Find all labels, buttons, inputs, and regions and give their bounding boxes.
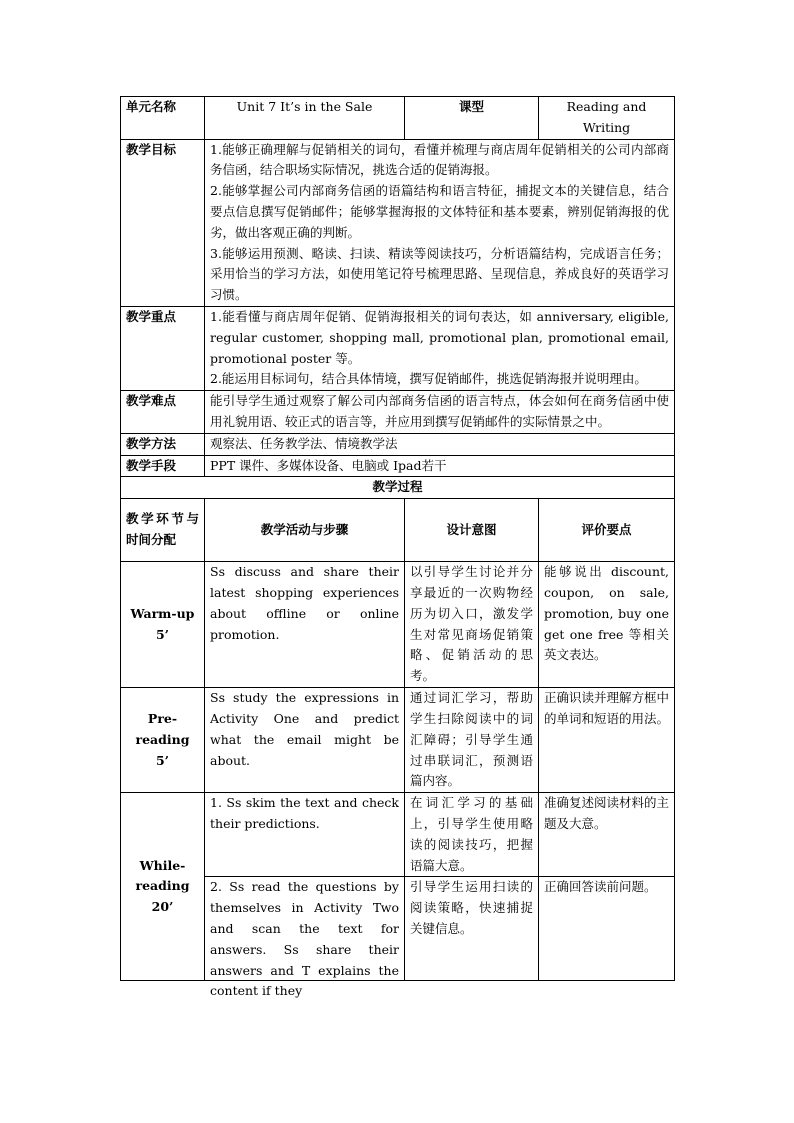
methods-label: 教学方法 [121,433,205,455]
means-label: 教学手段 [121,455,205,477]
stage-name: reading [135,878,190,894]
prereading-activity: Ss study the expressions in Activity One and predict what the email might be about. [205,688,405,793]
methods-content: 观察法、任务教学法、情境教学法 [205,433,675,455]
warmup-stage [121,562,205,688]
type-label: 课型 [405,97,539,140]
whilereading-step2-activity-text: 2. Ss read the questions by themselves in Activity Two and scan the text for answers. Ss share their answers and T explains the content if they [210,879,399,999]
process-title: 教学过程 [121,477,675,499]
key-points-label: 教学重点 [121,306,205,390]
unit-value: Unit 7 It’s in the Sale [205,97,405,140]
key-point-item: 2.能运用目标词句，结合具体情境，撰写促销邮件，挑选促销海报并说明理由。 [210,371,647,387]
whilereading-step1-eval: 准确复述阅读材料的主题及大意。 [539,793,675,877]
key-point-item: 1.能看懂与商店周年促销、促销海报相关的词句表达，如 anniversary, eligible, regular customer, shopping mall, promotional plan, promotional email, promotional poster 等。 [210,308,669,366]
stage-name: While- [139,857,186,873]
whilereading-stage [121,793,205,981]
activity-header: 教学活动与步骤 [205,499,405,562]
whilereading-step2-activity [205,877,405,999]
stage-header: 教学环节与时间分配 [121,499,205,562]
stage-time: 5’ [155,752,170,768]
stage-name: Warm-up [130,605,195,621]
objective-item: 3.能够运用预测、略读、扫读、精读等阅读技巧，分析语篇结构，完成语言任务；采用恰当的学习方法，如使用笔记符号梳理思路、呈现信息，养成良好的英语学习习惯。 [210,245,669,303]
key-points-content [205,306,675,390]
stage-name: Pre- [147,710,178,726]
prereading-eval: 正确识读并理解方框中的单词和短语的用法。 [539,688,675,793]
prereading-stage [121,688,205,793]
whilereading-step1-activity: 1. Ss skim the text and check their predictions. [205,793,405,877]
lesson-plan-table [120,96,675,999]
warmup-intent: 以引导学生讨论并分享最近的一次购物经历为切入口，激发学生对常见商场促销策略、促销活动的思考。 [405,562,539,688]
prereading-intent: 通过词汇学习，帮助学生扫除阅读中的词汇障碍；引导学生通过串联词汇，预测语篇内容。 [405,688,539,793]
eval-header: 评价要点 [539,499,675,562]
whilereading-step2-eval: 正确回答读前问题。 [539,877,675,981]
difficulties-label: 教学难点 [121,391,205,434]
difficulties-content: 能引导学生通过观察了解公司内部商务信函的语言特点，体会如何在商务信函中使用礼貌用语、较正式的语言等，并应用到撰写促销邮件的实际情景之中。 [205,391,675,434]
objective-item: 2.能够掌握公司内部商务信函的语篇结构和语言特征，捕捉文本的关键信息，结合要点信息撰写促销邮件；能够掌握海报的文体特征和基本要素，辨别促销海报的优劣，做出客观正确的判断。 [210,183,669,240]
stage-name: reading [135,731,190,747]
warmup-eval: 能够说出 discount, coupon, on sale, promotion, buy one get one free 等相关英文表达。 [539,562,675,688]
warmup-activity: Ss discuss and share their latest shopping experiences about offline or online promotion. [205,562,405,688]
whilereading-step1-intent: 在词汇学习的基础上，引导学生使用略读的阅读技巧，把握语篇大意。 [405,793,539,877]
intent-header: 设计意图 [405,499,539,562]
unit-label: 单元名称 [121,97,205,140]
stage-time: 5’ [155,626,170,642]
stage-time: 20’ [151,899,174,915]
whilereading-step2-intent: 引导学生运用扫读的阅读策略，快速捕捉关键信息。 [405,877,539,981]
means-content: PPT 课件、多媒体设备、电脑或 Ipad若干 [205,455,675,477]
objectives-content [205,139,675,306]
type-value: Reading and Writing [539,97,675,140]
objectives-label: 教学目标 [121,139,205,306]
objective-item: 1.能够正确理解与促销相关的词句，看懂并梳理与商店周年促销相关的公司内部商务信函，结合职场实际情况，挑选合适的促销海报。 [210,141,669,178]
